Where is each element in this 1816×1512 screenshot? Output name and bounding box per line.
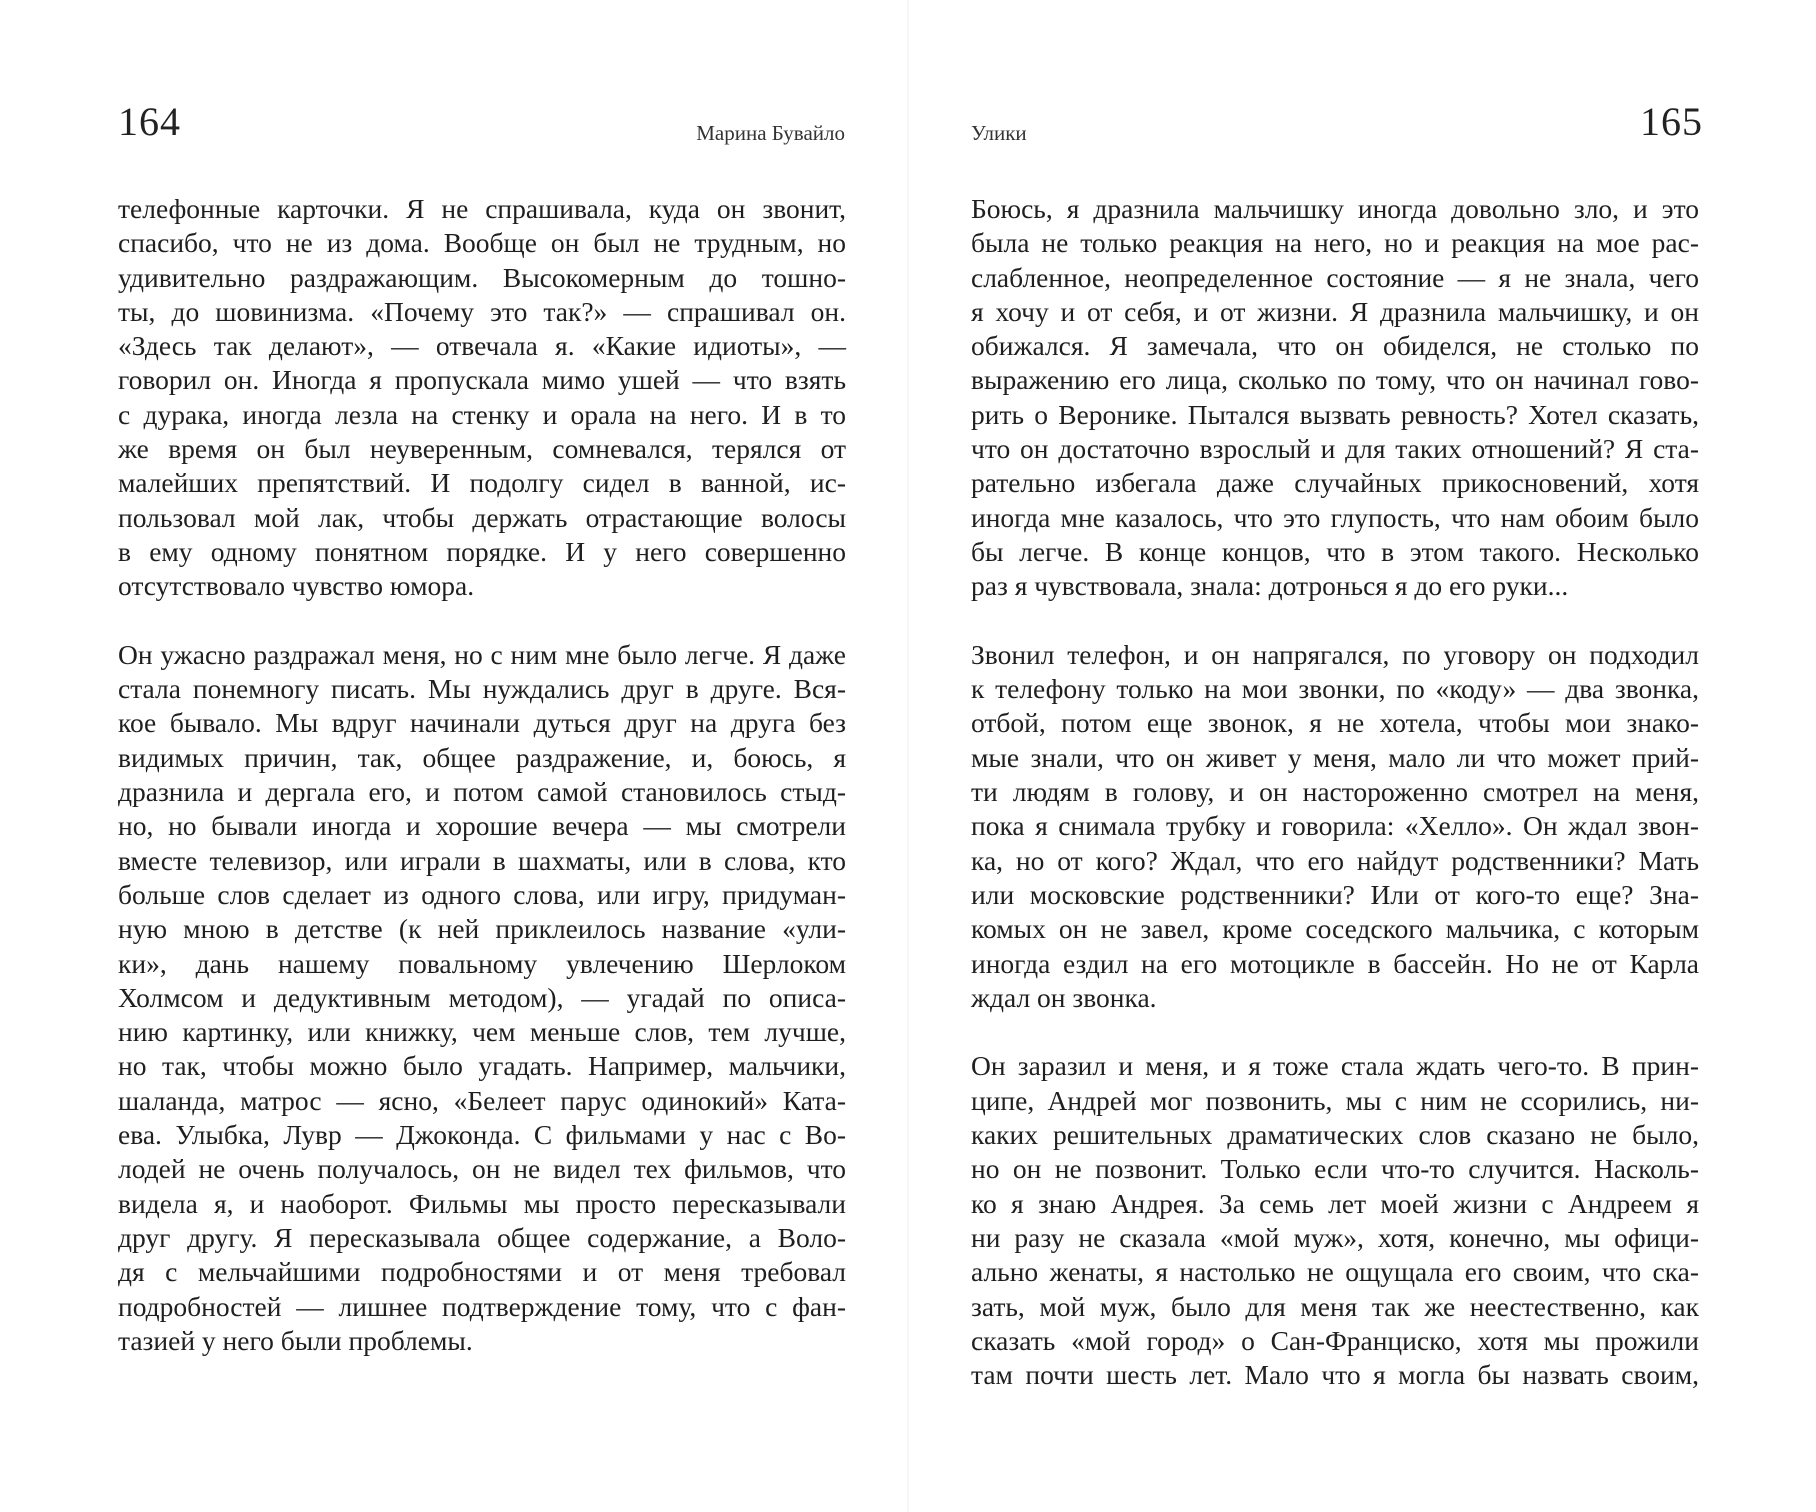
text-line: ты, до шовинизма. «Почему это так?» — спрашивал он. <box>118 295 846 327</box>
right-page-number: 165 <box>1640 99 1703 144</box>
paragraph-gap <box>118 604 846 638</box>
text-line: стала понемногу писать. Мы нуждались друг в друге. Вся- <box>118 673 846 705</box>
text-line: иногда ездил на его мотоцикле в бассейн. Но не от Карла <box>971 947 1699 979</box>
text-line: но, но бывали иногда и хорошие вечера — мы смотрели <box>118 810 846 842</box>
text-line: в ему одному понятном порядке. И у него совершенно <box>118 535 846 567</box>
text-line: с дурака, иногда лезла на стенку и орала на него. И в то <box>118 398 846 430</box>
text-line: каких решительных драматических слов сказано не было, <box>971 1119 1699 1151</box>
text-line: говорил он. Иногда я пропускала мимо ушей — что взять <box>118 364 846 396</box>
right-page <box>909 0 1816 1512</box>
text-line: ева. Улыбка, Лувр — Джоконда. С фильмами у нас с Во- <box>118 1119 846 1151</box>
text-line: пока я снимала трубку и говорила: «Хелло». Он ждал звон- <box>971 810 1699 842</box>
text-line: рательно избегала даже случайных прикосновений, хотя <box>971 467 1699 499</box>
text-line: видела я, и наоборот. Фильмы мы просто пересказывали <box>118 1187 846 1219</box>
left-page-number: 164 <box>118 99 181 144</box>
text-line: или московские родственники? Или от кого-то еще? Зна- <box>971 878 1699 910</box>
text-line: Звонил телефон, и он напрягался, по уговору он подходил <box>971 638 1699 670</box>
left-running-head: Марина Бувайло <box>696 121 845 145</box>
paragraph <box>971 192 1699 604</box>
text-line: была не только реакция на него, но и реакция на мое рас- <box>971 227 1699 259</box>
text-line: рить о Веронике. Пытался вызвать ревность? Хотел сказать, <box>971 398 1699 430</box>
text-line: же время он был неуверенным, сомневался, терялся от <box>118 433 846 465</box>
text-line: друг другу. Я пересказывала общее содержание, а Воло- <box>118 1221 846 1253</box>
text-line: но он не позвонит. Только если что-то случится. Насколь- <box>971 1153 1699 1185</box>
text-line: раз я чувствовала, знала: дотронься я до его руки... <box>971 570 1569 602</box>
text-line: ка, но от кого? Ждал, что его найдут родственники? Мать <box>971 844 1699 876</box>
paragraph <box>118 638 846 1358</box>
text-line: обижался. Я замечала, что он обиделся, не столько по <box>971 330 1699 362</box>
paragraph <box>971 1049 1699 1392</box>
text-line: тазией у него были проблемы. <box>118 1324 473 1356</box>
text-line: ни разу не сказала «мой муж», хотя, конечно, мы офици- <box>971 1221 1699 1253</box>
text-line: выражению его лица, сколько по тому, что он начинал гово- <box>971 364 1699 396</box>
text-line: бы легче. В конце концов, что в этом такого. Несколько <box>971 535 1699 567</box>
text-line: дразнила и дергала его, и потом самой становилось стыд- <box>118 776 846 808</box>
text-line: ко я знаю Андрея. За семь лет моей жизни с Андреем я <box>971 1187 1699 1219</box>
text-line: я хочу и от себя, и от жизни. Я дразнила мальчишку, и он <box>971 295 1699 327</box>
text-line: зать, мой муж, было для меня так же неестественно, как <box>971 1290 1699 1322</box>
text-line: ки», дань нашему повальному увлечению Шерлоком <box>118 947 846 979</box>
text-line: шаланда, матрос — ясно, «Белеет парус одинокий» Ката- <box>118 1084 846 1116</box>
text-line: ципе, Андрей мог позвонить, мы с ним не ссорились, ни- <box>971 1084 1699 1116</box>
text-line: спасибо, что не из дома. Вообще он был не трудным, но <box>118 227 846 259</box>
text-line: ально женаты, я настолько не ощущала его своим, что ска- <box>971 1256 1699 1288</box>
text-line: лодей не очень получалось, он не видел тех фильмов, что <box>118 1153 846 1185</box>
text-line: что он достаточно взрослый и для таких отношений? Я ста- <box>971 433 1699 465</box>
text-line: иногда мне казалось, что это глупость, что нам обоим было <box>971 501 1699 533</box>
text-line: отсутствовало чувство юмора. <box>118 570 475 602</box>
text-line: сказать «мой город» о Сан-Франциско, хотя мы прожили <box>971 1324 1699 1356</box>
text-line: ждал он звонка. <box>971 981 1157 1013</box>
paragraph-gap <box>971 604 1699 638</box>
text-line: подробностей — лишнее подтверждение тому, что с фан- <box>118 1290 846 1322</box>
right-text-block <box>971 192 1699 1392</box>
text-line: малейших препятствий. И подолгу сидел в ванной, ис- <box>118 467 846 499</box>
right-running-head: Улики <box>971 121 1027 145</box>
text-line: удивительно раздражающим. Высокомерным до тошно- <box>118 261 846 293</box>
text-line: но так, чтобы можно было угадать. Например, мальчики, <box>118 1050 846 1082</box>
text-line: пользовал мой лак, чтобы держать отрастающие волосы <box>118 501 846 533</box>
text-line: к телефону только на мои звонки, по «коду» — два звонка, <box>971 673 1699 705</box>
left-text-block <box>118 192 846 1358</box>
text-line: Он ужасно раздражал меня, но с ним мне было легче. Я даже <box>118 638 846 670</box>
text-line: нию картинку, или книжку, чем меньше слов, тем лучше, <box>118 1016 846 1048</box>
text-line: кое бывало. Мы вдруг начинали дуться друг на друга без <box>118 707 846 739</box>
text-line: отбой, потом еще звонок, я не хотела, чтобы мои знако- <box>971 707 1699 739</box>
text-line: видимых причин, так, общее раздражение, и, боюсь, я <box>118 741 846 773</box>
text-line: вместе телевизор, или играли в шахматы, или в слова, кто <box>118 844 846 876</box>
text-line: Холмсом и дедуктивным методом), — угадай по описа- <box>118 981 846 1013</box>
text-line: телефонные карточки. Я не спрашивала, куда он звонит, <box>118 193 846 224</box>
text-line: Он заразил и меня, и я тоже стала ждать чего-то. В прин- <box>971 1050 1699 1082</box>
text-line: Боюсь, я дразнила мальчишку иногда довольно зло, и это <box>971 193 1699 224</box>
text-line: комых он не завел, кроме соседского мальчика, с которым <box>971 913 1699 945</box>
left-page <box>0 0 907 1512</box>
text-line: «Здесь так делают», — отвечала я. «Какие идиоты», — <box>118 330 846 362</box>
paragraph-gap <box>971 1015 1699 1049</box>
text-line: ти людям в голову, и он настороженно смотрел на меня, <box>971 776 1699 808</box>
text-line: дя с мельчайшими подробностями и от меня требовал <box>118 1256 846 1288</box>
text-line: там почти шесть лет. Мало что я могла бы назвать своим, <box>971 1359 1699 1391</box>
text-line: больше слов сделает из одного слова, или игру, придуман- <box>118 878 846 910</box>
text-line: ную мною в детстве (к ней приклеилось название «ули- <box>118 913 846 945</box>
paragraph <box>971 638 1699 1015</box>
paragraph <box>118 192 846 604</box>
text-line: мые знали, что он живет у меня, мало ли что может прий- <box>971 741 1699 773</box>
text-line: слабленное, неопределенное состояние — я не знала, чего <box>971 261 1699 293</box>
